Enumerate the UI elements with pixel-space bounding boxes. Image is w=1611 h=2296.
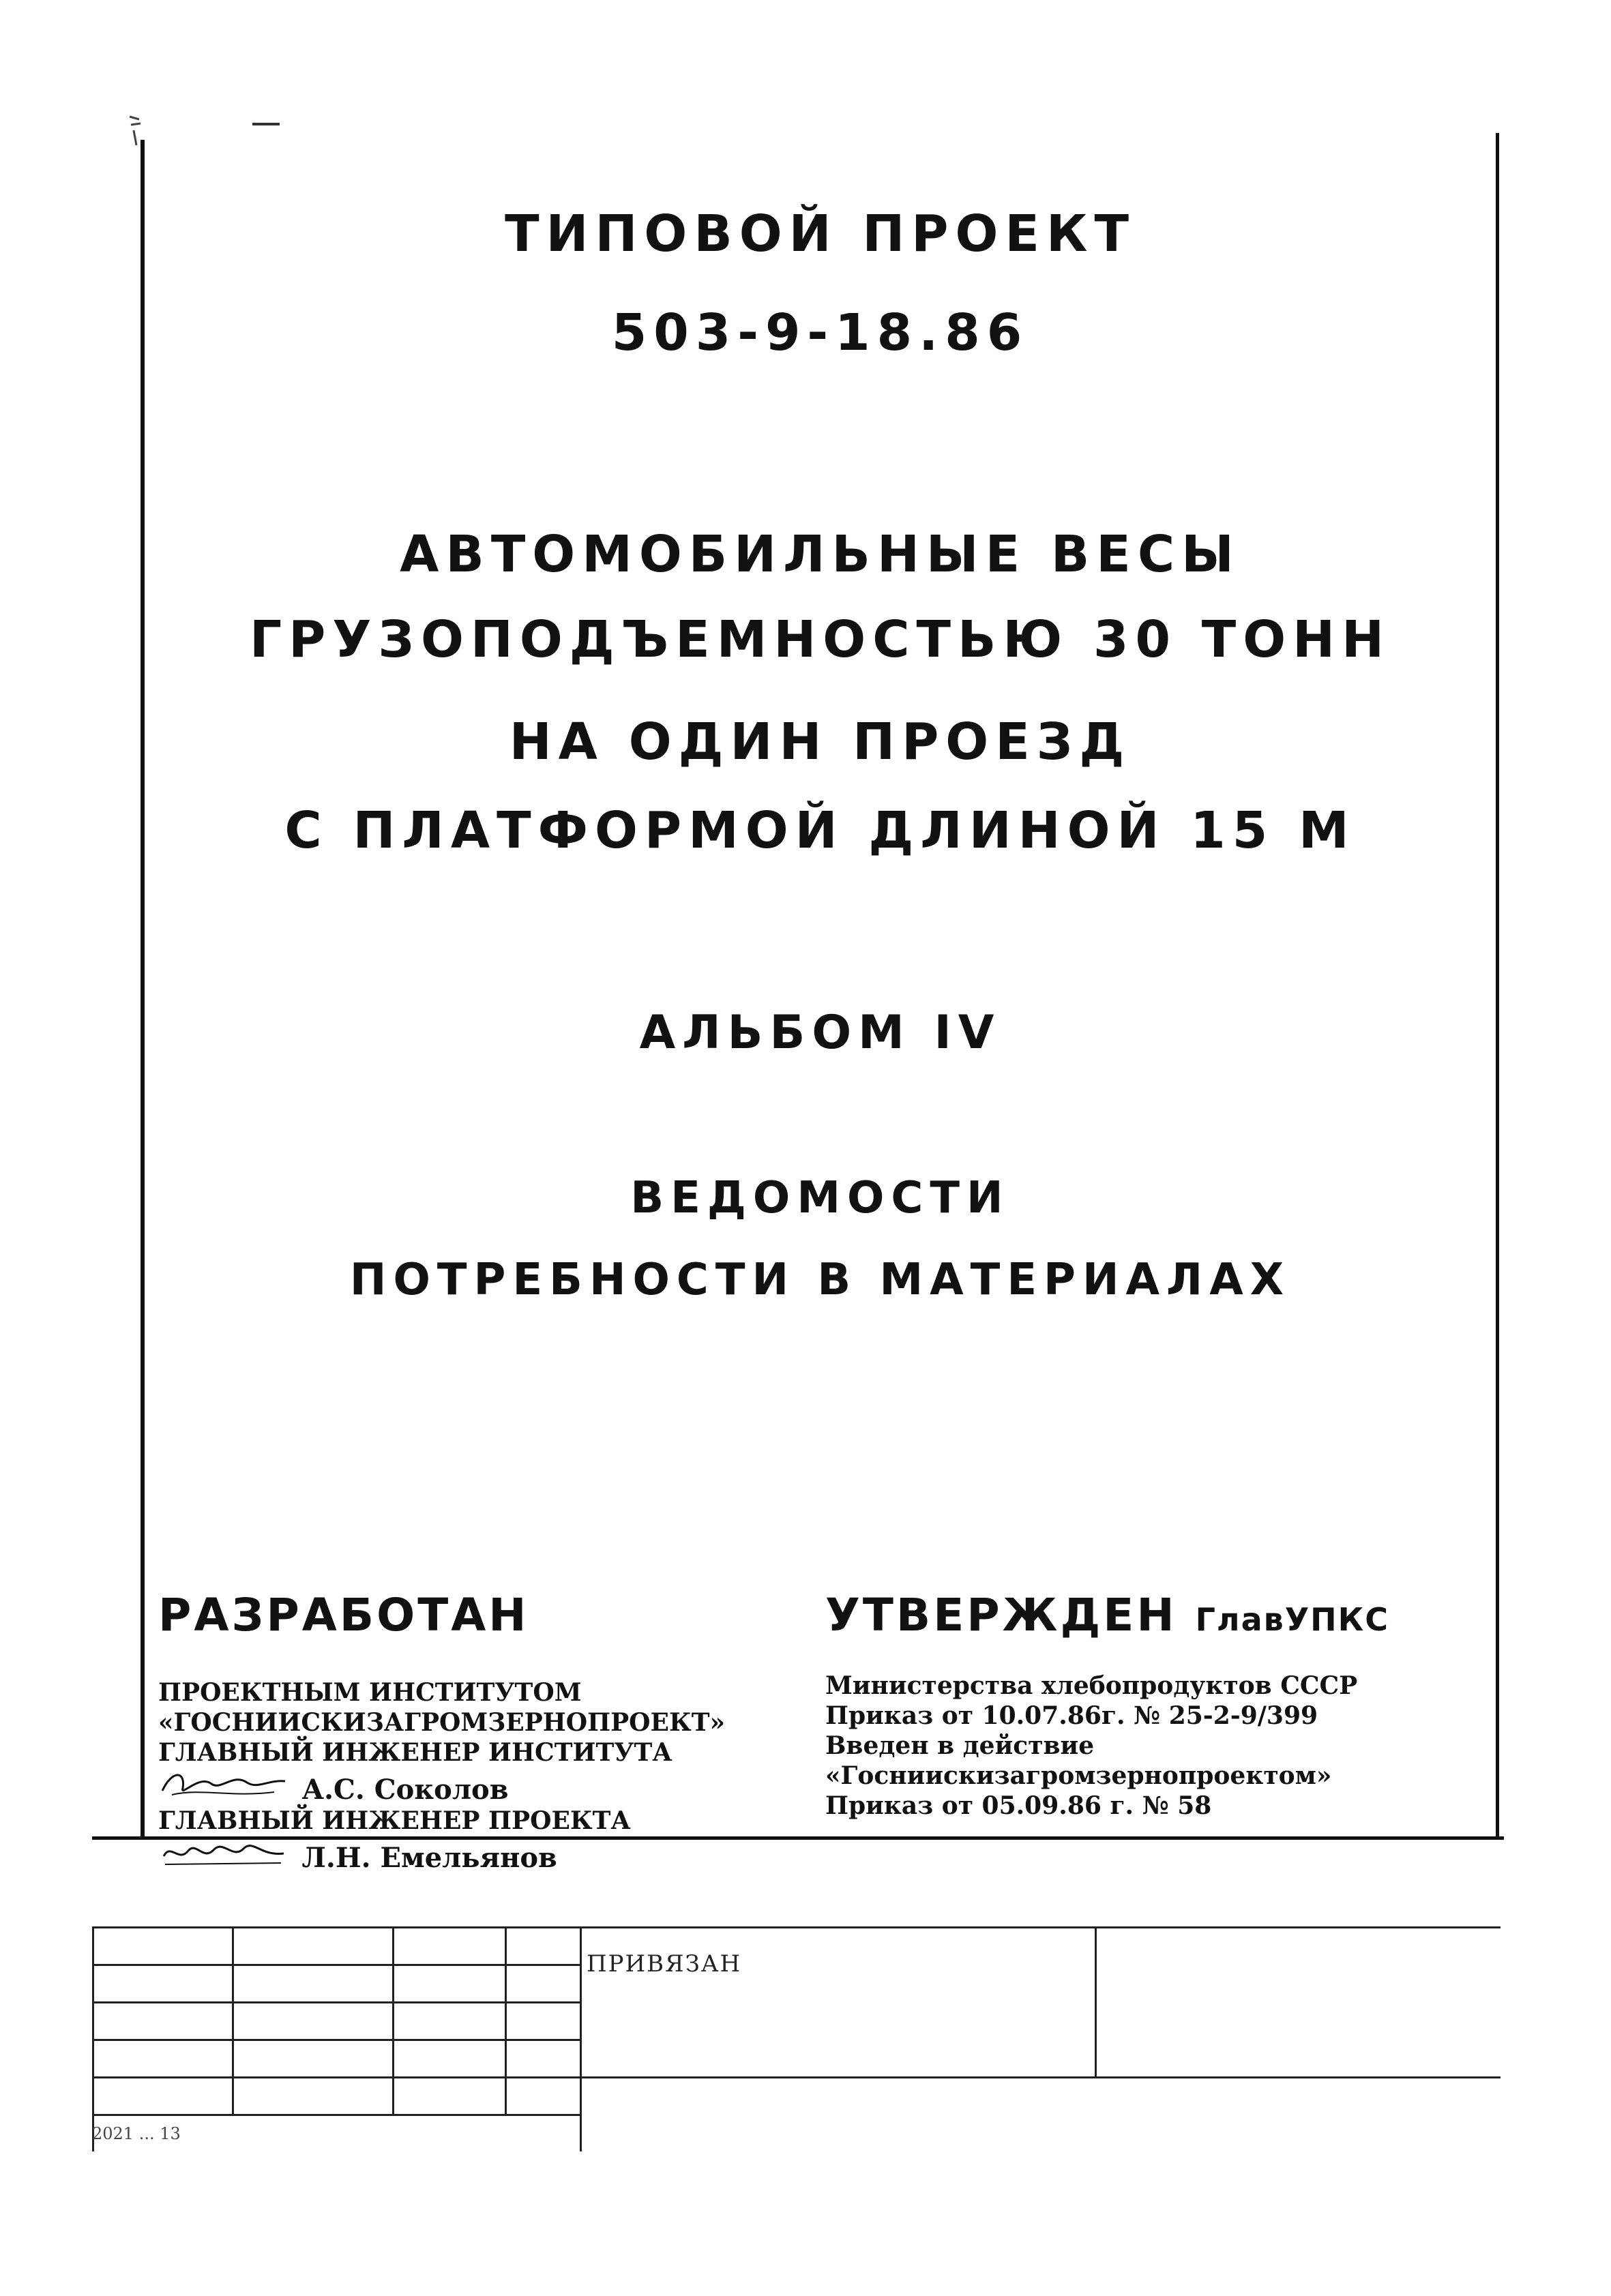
- approved-heading-suffix: ГлавУПКС: [1195, 1601, 1390, 1638]
- grid-line: [92, 1926, 1501, 1928]
- subject-line-1: АВТОМОБИЛЬНЫЕ ВЕСЫ: [400, 525, 1241, 584]
- grid-line: [92, 2114, 580, 2116]
- approved-line: Приказ от 05.09.86 г. № 58: [825, 1791, 1212, 1820]
- chief-engineer-row: [158, 1768, 725, 1806]
- grid-line: [580, 1926, 582, 2151]
- developed-line: ГЛАВНЫЙ ИНЖЕНЕР ИНСТИТУТА: [158, 1738, 673, 1767]
- approved-line: Министерства хлебопродуктов СССР: [825, 1671, 1358, 1700]
- approved-line: Приказ от 10.07.86г. № 25-2-9/399: [825, 1701, 1318, 1730]
- album-number: АЛЬБОМ IV: [639, 1006, 1001, 1060]
- grid-line: [232, 1926, 234, 2114]
- approved-block: [825, 1671, 1357, 1821]
- chief-engineer-name: А.С. Соколов: [301, 1774, 509, 1806]
- grid-line: [92, 1926, 94, 2151]
- signature-sokolov: [158, 1768, 288, 1799]
- top-tick-mark: [252, 123, 280, 125]
- project-number: 503-9-18.86: [611, 303, 1029, 362]
- grid-line: [392, 1926, 394, 2114]
- grid-line: [1095, 1926, 1097, 2076]
- album-subject-line-1: ВЕДОМОСТИ: [630, 1173, 1010, 1223]
- chief-project-row: [158, 1836, 725, 1874]
- album-subject-line-2: ПОТРЕБНОСТИ В МАТЕРИАЛАХ: [349, 1255, 1291, 1305]
- grid-line: [505, 1926, 507, 2114]
- inventory-number: 2021 ... 13: [92, 2124, 181, 2143]
- developed-heading: РАЗРАБОТАН: [158, 1589, 529, 1641]
- approved-heading-main: УТВЕРЖДЕН: [825, 1589, 1177, 1641]
- subject-line-2: ГРУЗОПОДЪЕМНОСТЬЮ 30 ТОНН: [249, 610, 1391, 669]
- frame-border-right: [1496, 133, 1499, 1838]
- stamp-label-privyazan: ПРИВЯЗАН: [587, 1950, 742, 1978]
- grid-line: [92, 2076, 1501, 2078]
- approved-line: «Госниискизагромзернопроектом»: [825, 1761, 1332, 1790]
- approved-line: Введен в действие: [825, 1731, 1095, 1760]
- chief-project-name: Л.Н. Емельянов: [301, 1842, 557, 1874]
- approved-heading: [825, 1589, 1389, 1641]
- doc-type-title: ТИПОВОЙ ПРОЕКТ: [505, 205, 1136, 263]
- subject-line-4: С ПЛАТФОРМОЙ ДЛИНОЙ 15 М: [284, 801, 1356, 860]
- developed-line: ПРОЕКТНЫМ ИНСТИТУТОМ: [158, 1678, 582, 1707]
- developed-line: «ГОСНИИСКИЗАГРОМЗЕРНОПРОЕКТ»: [158, 1708, 725, 1737]
- subject-line-3: НА ОДИН ПРОЕЗД: [509, 713, 1132, 771]
- frame-border-left: [141, 140, 145, 1838]
- signature-emelyanov: [158, 1836, 288, 1867]
- chief-project-title: ГЛАВНЫЙ ИНЖЕНЕР ПРОЕКТА: [158, 1806, 631, 1835]
- developed-block: [158, 1678, 725, 1874]
